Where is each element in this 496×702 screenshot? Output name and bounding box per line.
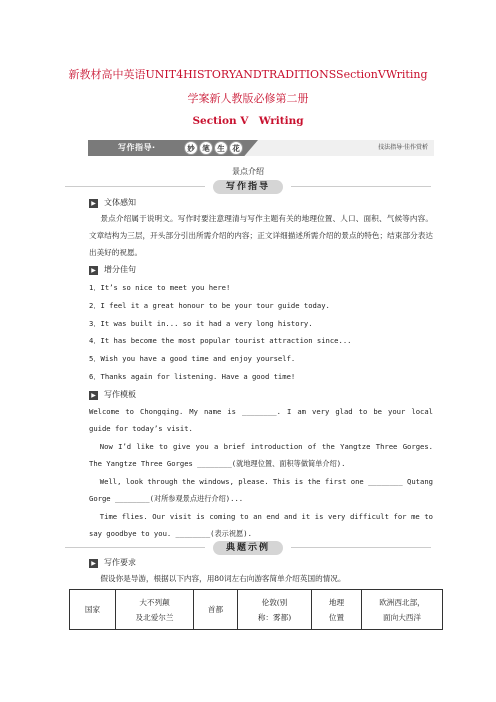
sentences-heading-text: 增分佳句	[104, 265, 136, 274]
table-cell: 伦敦(别 称：雾都)	[238, 590, 312, 630]
table-cell: 首都	[194, 590, 238, 630]
banner-bubble: 笔	[199, 141, 213, 155]
banner-bubble: 生	[214, 141, 228, 155]
banner-label: 写作指导·	[118, 143, 156, 152]
table-cell: 大不列颠 及北爱尔兰	[116, 590, 194, 630]
bullet-arrow-icon: ▶	[89, 391, 98, 400]
template-paragraph-2: Now I’d like to give you a brief introduction of the Yangtze Three Gorges. The Yangtze Three Gorges ________(就地理位置、面积等做简单介绍).	[89, 442, 433, 468]
table-cell: 欧洲西北部， 面向大西洋	[362, 590, 443, 630]
table-row	[70, 590, 443, 630]
section-banner	[88, 140, 434, 156]
requirements-heading	[89, 557, 136, 569]
scene-title: 景点介绍	[232, 167, 264, 176]
document-title-line2: 学案新人教版必修第二册	[187, 92, 309, 105]
sentences-heading	[89, 264, 136, 276]
requirements-body: 假设你是导游，根据以下内容，用80词左右向游客简单介绍英国的情况。	[100, 574, 346, 583]
banner-bubble: 花	[229, 141, 243, 155]
sentence-item: 5．Wish you have a good time and enjoy yourself.	[89, 354, 296, 363]
pill-writing-guide: 写作指导	[213, 180, 283, 194]
template-paragraph-1: Welcome to Chongqing. My name is ________. I am very glad to be your local guide for today’s visit.	[89, 407, 433, 433]
sentence-item: 2．I feel it a great honour to be your tour guide today.	[89, 301, 330, 310]
bullet-arrow-icon: ▶	[89, 559, 98, 568]
template-heading-text: 写作模板	[104, 390, 136, 399]
requirements-heading-text: 写作要求	[104, 558, 136, 567]
template-paragraph-3: Well, look through the windows, please. This is the first one ________ Qutang Gorge ________(对所参观景点进行介绍)...	[89, 477, 433, 503]
bullet-arrow-icon: ▶	[89, 266, 98, 275]
info-table	[69, 589, 443, 630]
section-title: Section Ⅴ Writing	[192, 115, 304, 127]
genre-heading	[89, 197, 136, 209]
banner-bubble: 妙	[184, 141, 198, 155]
banner-bubbles	[184, 141, 243, 155]
bullet-arrow-icon: ▶	[89, 199, 98, 208]
pill-example: 典题示例	[213, 541, 283, 555]
table-cell: 国家	[70, 590, 116, 630]
sentence-item: 1．It’s so nice to meet you here!	[89, 283, 231, 292]
sentence-item: 4．It has become the most popular tourist attraction since...	[89, 336, 352, 345]
sentence-item: 3．It was built in... so it had a very long history.	[89, 319, 313, 328]
sentence-item: 6．Thanks again for listening. Have a good time!	[89, 372, 296, 381]
table-cell: 地理 位置	[312, 590, 362, 630]
genre-heading-text: 文体感知	[104, 198, 136, 207]
document-title-line1: 新教材高中英语UNIT4HISTORYANDTRADITIONSSectionⅤWriting	[68, 68, 428, 81]
template-heading	[89, 389, 136, 401]
banner-right-text: 技法指导·佳作赏析	[378, 144, 428, 151]
template-paragraph-4: Time flies. Our visit is coming to an end and it is very difficult for me to say goodbye to you. ________(表示祝愿).	[89, 512, 433, 538]
genre-body: 景点介绍属于说明文。写作时要注意理清与写作主题有关的地理位置、人口、面积、气候等内容。文章结构为三层，开头部分引出所需介绍的内容；正文详细描述所需介绍的景点的特色；结束部分表达出美好的祝愿。	[89, 214, 433, 257]
